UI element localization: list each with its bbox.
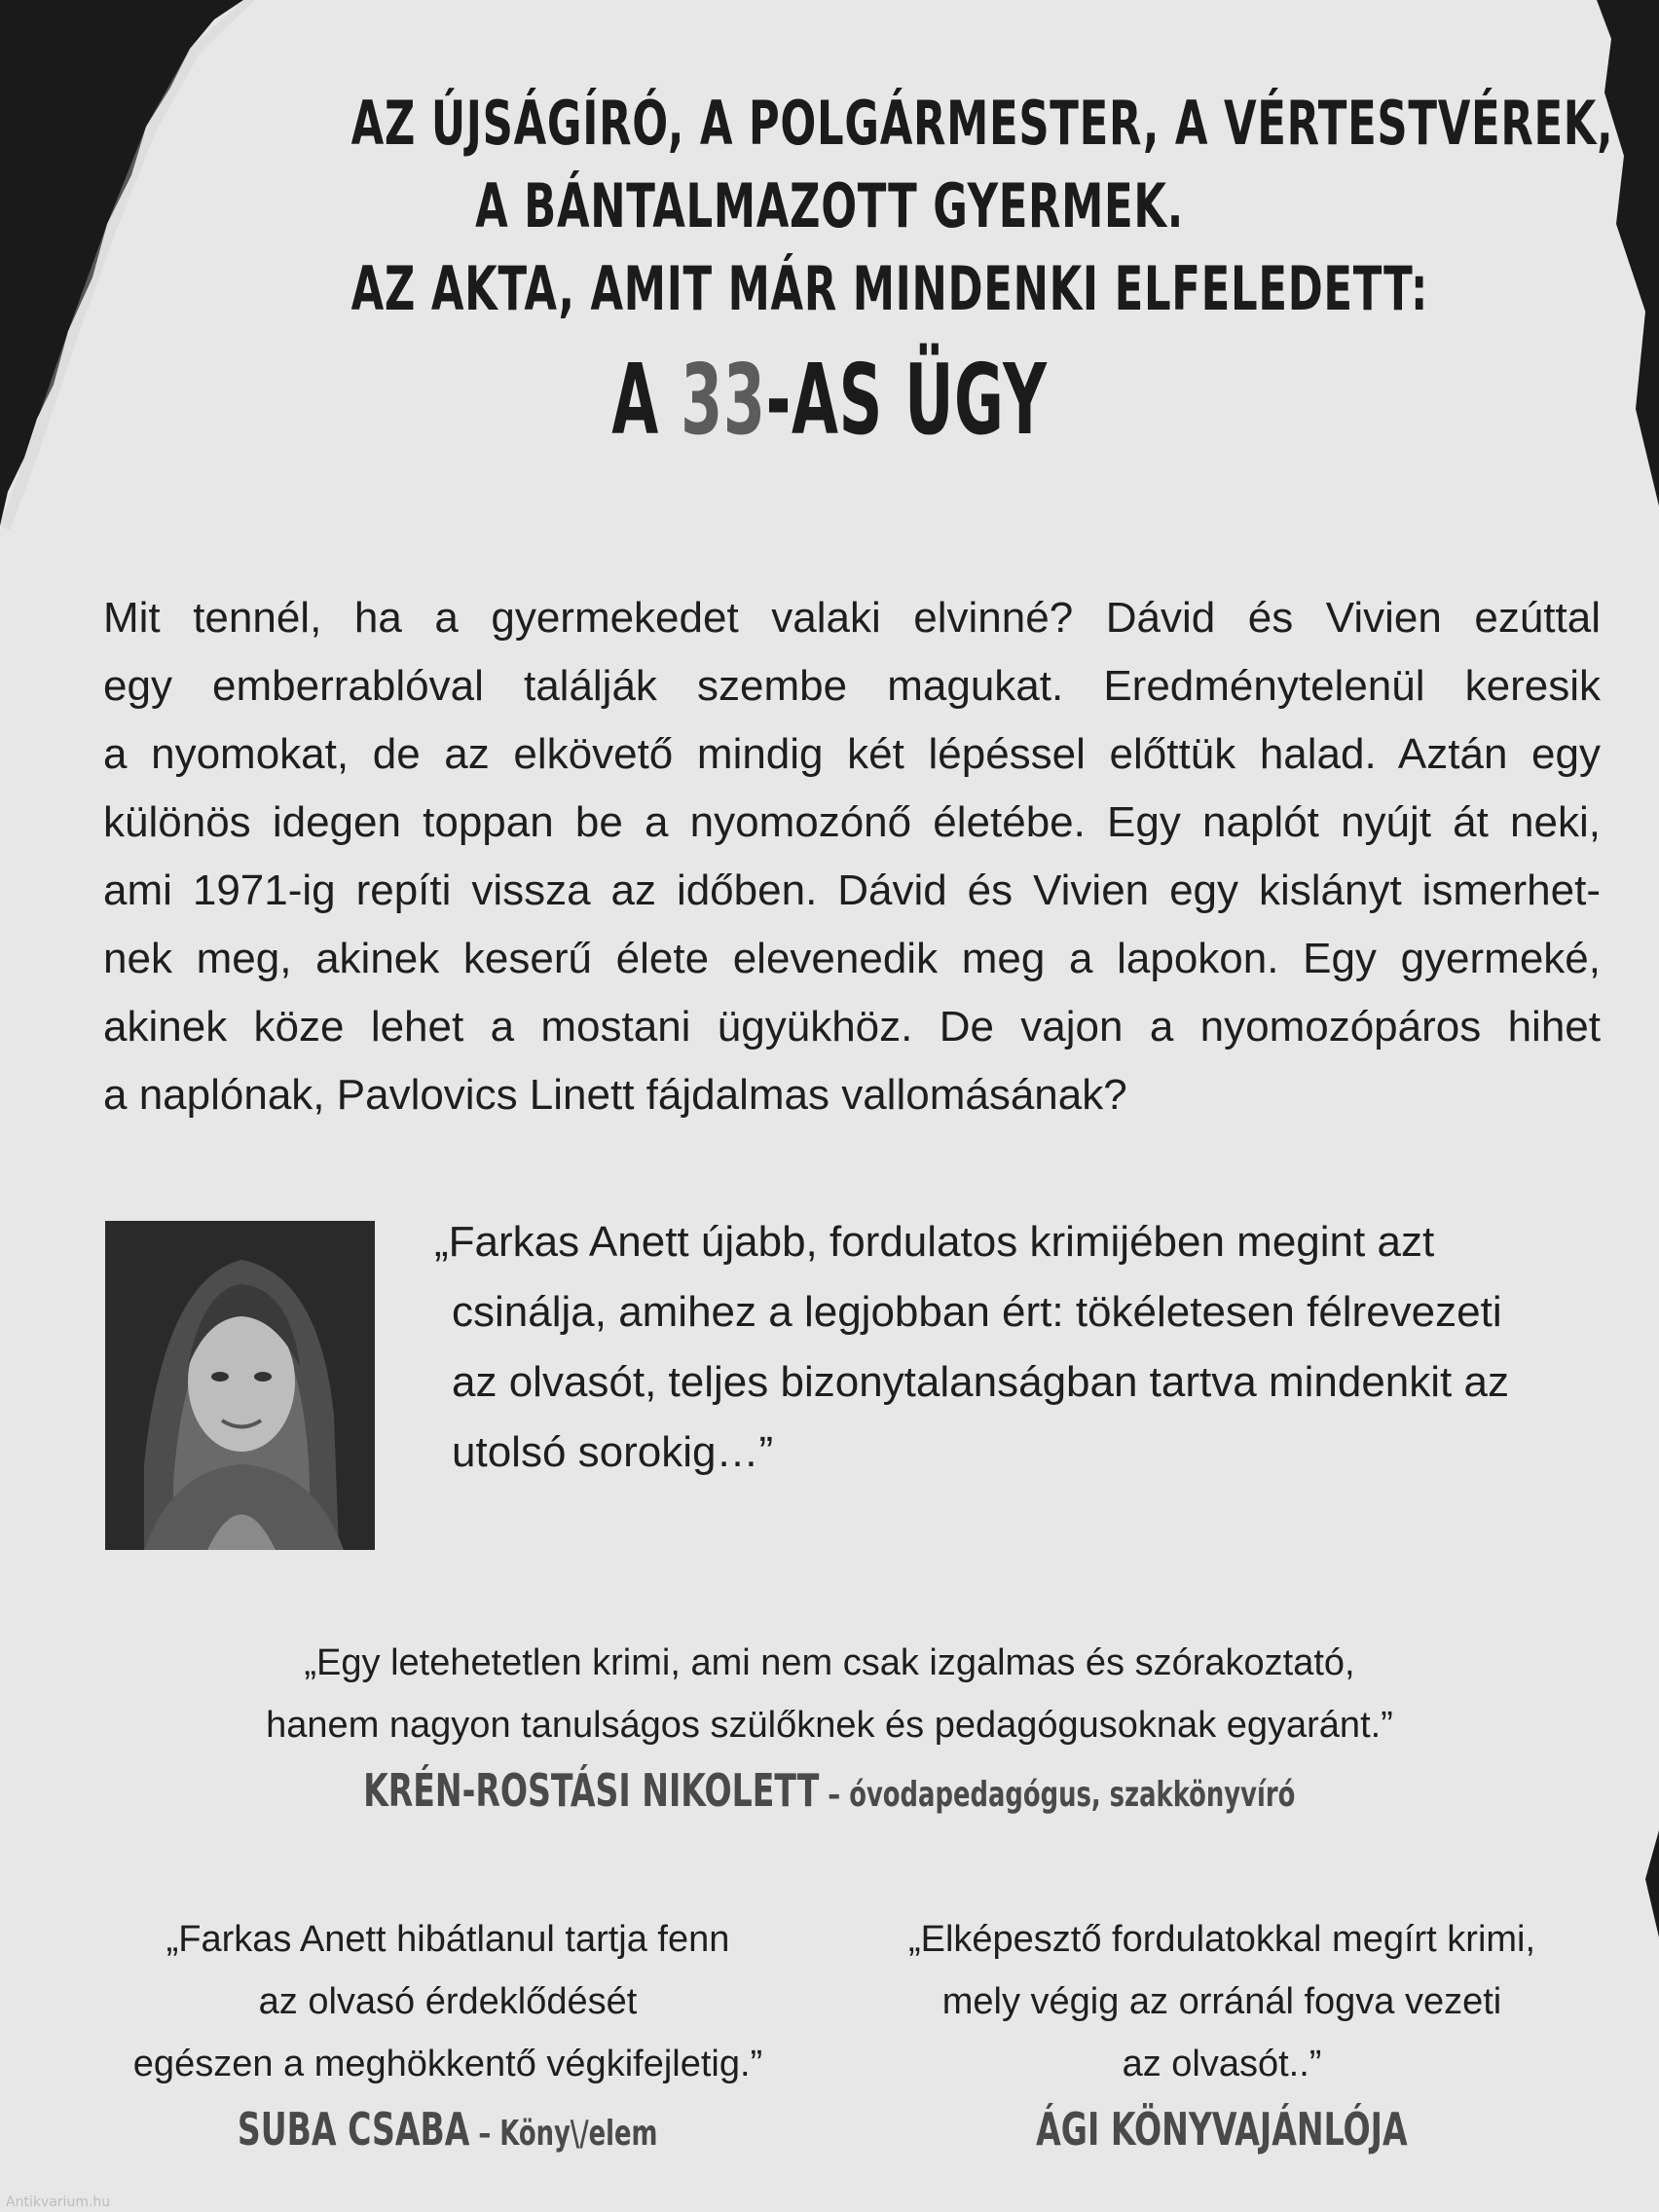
book-title-prefix: A xyxy=(611,343,682,457)
watermark: Antikvarium.hu xyxy=(6,2194,111,2210)
review-1-attribution xyxy=(0,1764,1659,1817)
review-2-role: – Köny\/elem xyxy=(469,2114,658,2154)
review-3-line: mely végig az orránál fogva vezeti xyxy=(941,1981,1502,2022)
author-quote-line: utolsó sorokig…” xyxy=(452,1428,774,1476)
review-3-line: az olvasót..” xyxy=(1122,2044,1322,2084)
review-2-quote xyxy=(107,1908,789,2095)
review-3-quote xyxy=(847,1908,1597,2095)
review-2-attribution xyxy=(107,2103,789,2156)
blurb-line: nek meg, akinek keserű élete elevenedik meg a lapokon. Egy gyermeké, xyxy=(103,935,1601,982)
author-photo xyxy=(105,1221,375,1550)
review-1-role: – óvodapedagógus, szakkönyvíró xyxy=(819,1775,1296,1815)
review-2-line: az olvasó érdeklődését xyxy=(258,1981,638,2022)
author-quote-line: az olvasót, teljes bizonytalanságban tartva mindenkit az xyxy=(452,1358,1509,1406)
author-quote-line: „Farkas Anett újabb, fordulatos krimijében megint azt xyxy=(434,1218,1435,1266)
blurb-line: ami 1971-ig repíti vissza az időben. Dávid és Vivien egy kislányt ismerhet- xyxy=(103,866,1601,914)
review-2-author: SUBA CSABA xyxy=(238,2103,470,2156)
blurb-line: különös idegen toppan be a nyomozónő életébe. Egy naplót nyújt át neki, xyxy=(103,798,1601,846)
review-3-attribution xyxy=(847,2103,1597,2156)
blurb-line: Mit tennél, ha a gyermekedet valaki elvinné? Dávid és Vivien ezúttal xyxy=(103,594,1601,642)
review-1-line: hanem nagyon tanulságos szülőknek és pedagógusoknak egyaránt.” xyxy=(266,1705,1393,1746)
review-1-author: KRÉN-ROSTÁSI NIKOLETT xyxy=(363,1764,820,1817)
review-1-line: „Egy letehetetlen krimi, ami nem csak izgalmas és szórakoztató, xyxy=(304,1642,1355,1683)
headline-line-2: A BÁNTALMAZOTT GYERMEK. xyxy=(475,170,1184,241)
blurb-line: egy emberrablóval találják szembe magukat. Eredménytelenül keresik xyxy=(103,662,1601,710)
blurb-line: akinek köze lehet a mostani ügyükhöz. De vajon a nyomozópáros hihet xyxy=(103,1003,1601,1051)
review-3-line: „Elképesztő fordulatokkal megírt krimi, xyxy=(907,1919,1536,1960)
blurb-line: a naplónak, Pavlovics Linett fájdalmas vallomásának? xyxy=(103,1071,1127,1119)
review-2-line: egészen a meghökkentő végkifejletig.” xyxy=(132,2044,763,2084)
book-title xyxy=(406,343,1253,457)
book-title-suffix: -AS ÜGY xyxy=(765,343,1048,457)
blurb-paragraph xyxy=(103,584,1601,1129)
review-3-author: ÁGI KÖNYVAJÁNLÓJA xyxy=(1036,2103,1408,2156)
headline-line-1: AZ ÚJSÁGÍRÓ, A POLGÁRMESTER, A VÉRTESTVÉREK, xyxy=(350,88,1614,159)
author-quote xyxy=(434,1207,1603,1488)
review-1-quote xyxy=(0,1632,1659,1756)
author-quote-line: csinálja, amihez a legjobban ért: tökéletesen félrevezeti xyxy=(452,1288,1502,1336)
blurb-line: a nyomokat, de az elkövető mindig két lépéssel előttük halad. Aztán egy xyxy=(103,730,1601,778)
book-title-number: 33 xyxy=(681,343,766,457)
review-2-line: „Farkas Anett hibátlanul tartja fenn xyxy=(166,1919,730,1960)
headline-line-3: AZ AKTA, AMIT MÁR MINDENKI ELFELEDETT: xyxy=(350,253,1429,324)
